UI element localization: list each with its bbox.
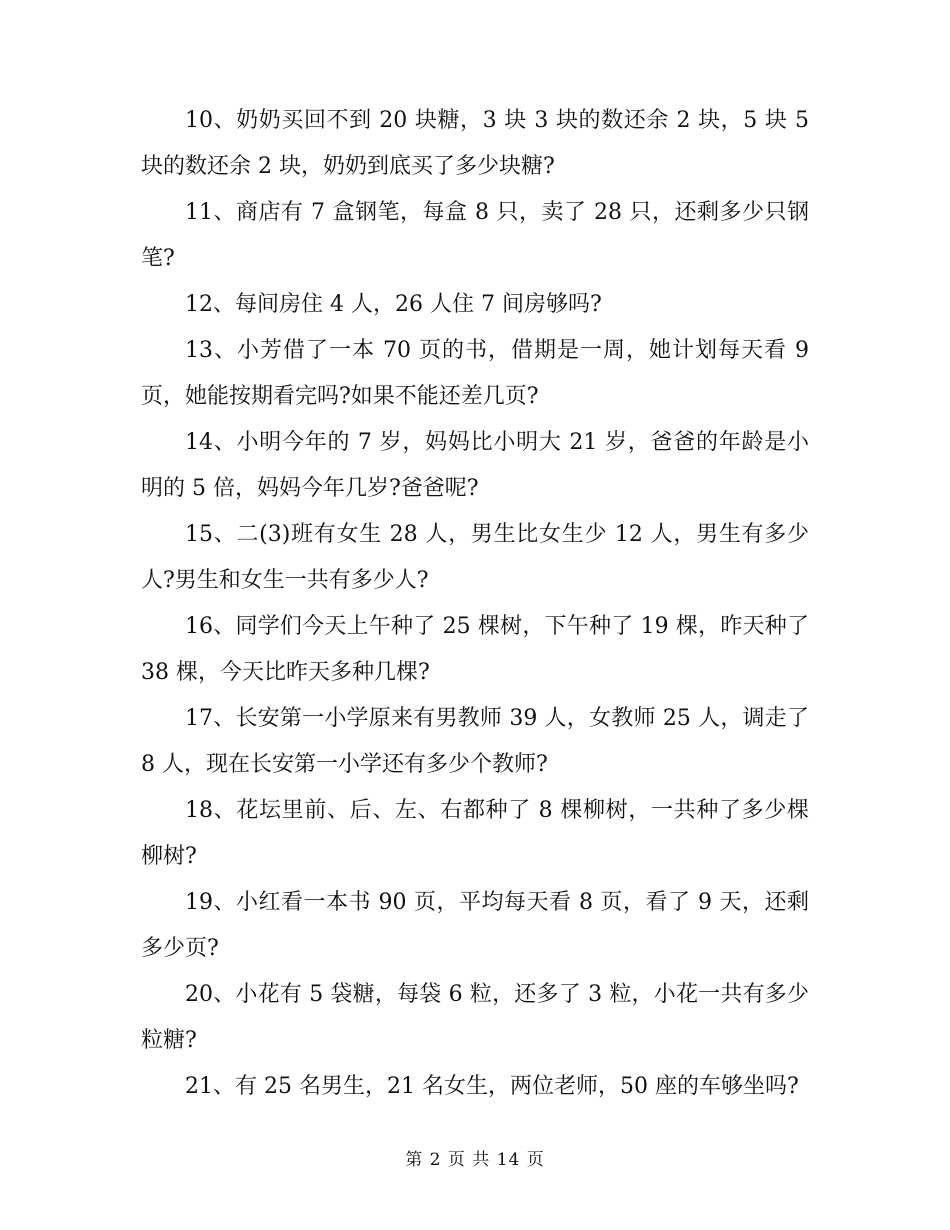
question-11: 11、商店有 7 盒钢笔，每盒 8 只，卖了 28 只，还剩多少只钢笔? — [141, 200, 809, 271]
question-14: 14、小明今年的 7 岁，妈妈比小明大 21 岁，爸爸的年龄是小明的 5 倍，妈妈今年几岁?爸爸呢? — [141, 430, 809, 501]
question-10: 10、奶奶买回不到 20 块糖，3 块 3 块的数还余 2 块，5 块 5 块的数还余 2 块，奶奶到底买了多少块糖? — [141, 108, 809, 179]
question-19: 19、小红看一本书 90 页，平均每天看 8 页，看了 9 天，还剩多少页? — [141, 890, 809, 961]
question-18: 18、花坛里前、后、左、右都种了 8 棵柳树，一共种了多少棵柳树? — [141, 798, 809, 869]
question-17: 17、长安第一小学原来有男教师 39 人，女教师 25 人，调走了 8 人，现在长安第一小学还有多少个教师? — [141, 706, 809, 777]
question-16: 16、同学们今天上午种了 25 棵树，下午种了 19 棵，昨天种了 38 棵，今天比昨天多种几棵? — [141, 614, 809, 685]
question-12: 12、每间房住 4 人，26 人住 7 间房够吗? — [185, 292, 602, 317]
question-15: 15、二(3)班有女生 28 人，男生比女生少 12 人，男生有多少人?男生和女生一共有多少人? — [141, 522, 809, 593]
question-20: 20、小花有 5 袋糖，每袋 6 粒，还多了 3 粒，小花一共有多少粒糖? — [141, 982, 809, 1053]
page-footer: 第 2 页 共 14 页 — [405, 1150, 545, 1170]
question-21: 21、有 25 名男生，21 名女生，两位老师，50 座的车够坐吗? — [185, 1074, 799, 1099]
question-list — [141, 98, 809, 1110]
question-13: 13、小芳借了一本 70 页的书，借期是一周，她计划每天看 9 页，她能按期看完吗?如果不能还差几页? — [141, 338, 809, 409]
